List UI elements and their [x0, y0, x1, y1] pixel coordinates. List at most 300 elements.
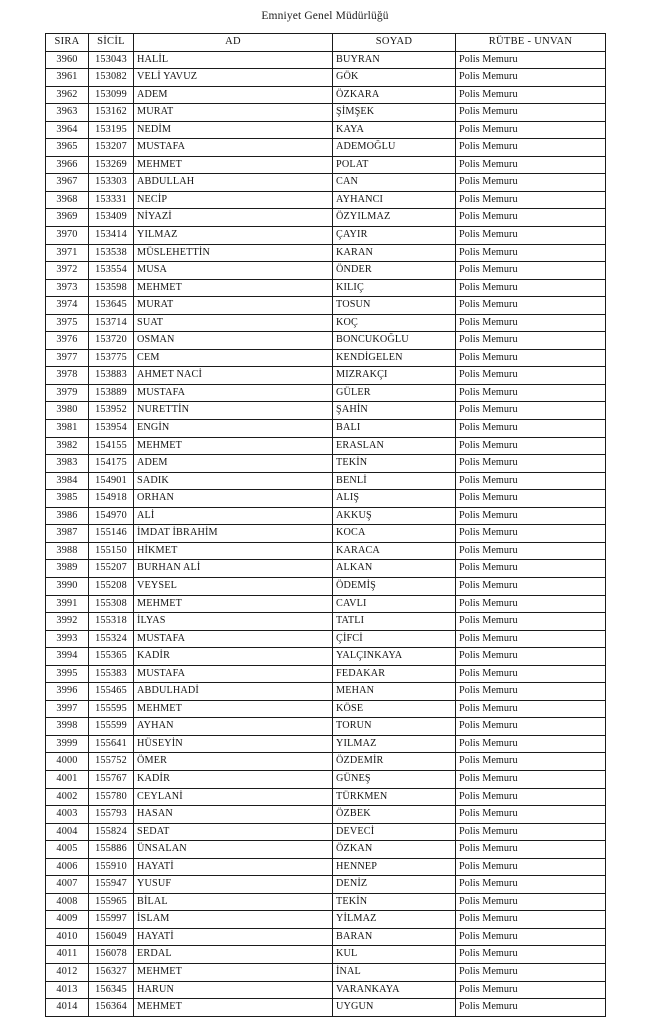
cell-soyad: ALIŞ	[333, 490, 456, 508]
cell-ad: MEHMET	[134, 437, 333, 455]
cell-rutbe: Polis Memuru	[456, 402, 606, 420]
cell-sira: 4014	[46, 999, 89, 1017]
cell-soyad: VARANKAYA	[333, 981, 456, 999]
cell-sicil: 153598	[89, 279, 134, 297]
cell-sicil: 153720	[89, 332, 134, 350]
cell-rutbe: Polis Memuru	[456, 279, 606, 297]
table-row	[46, 51, 606, 69]
table-row	[46, 156, 606, 174]
cell-sicil: 153269	[89, 156, 134, 174]
cell-ad: MURAT	[134, 297, 333, 315]
table-row	[46, 841, 606, 859]
cell-sicil: 153409	[89, 209, 134, 227]
cell-soyad: BENLİ	[333, 472, 456, 490]
cell-sira: 3978	[46, 367, 89, 385]
cell-sira: 3979	[46, 384, 89, 402]
cell-sicil: 153714	[89, 314, 134, 332]
cell-rutbe: Polis Memuru	[456, 490, 606, 508]
cell-soyad: ŞAHİN	[333, 402, 456, 420]
cell-ad: CEYLANİ	[134, 788, 333, 806]
table-row	[46, 577, 606, 595]
cell-ad: İSLAM	[134, 911, 333, 929]
cell-rutbe: Polis Memuru	[456, 577, 606, 595]
table-row	[46, 700, 606, 718]
table-row	[46, 981, 606, 999]
cell-soyad: TOSUN	[333, 297, 456, 315]
cell-sira: 3990	[46, 577, 89, 595]
cell-sira: 4001	[46, 770, 89, 788]
cell-ad: MUSTAFA	[134, 139, 333, 157]
cell-ad: SEDAT	[134, 823, 333, 841]
table-row	[46, 806, 606, 824]
cell-soyad: ÇAYIR	[333, 227, 456, 245]
cell-rutbe: Polis Memuru	[456, 332, 606, 350]
cell-sicil: 153952	[89, 402, 134, 420]
cell-soyad: UYGUN	[333, 999, 456, 1017]
cell-sira: 3988	[46, 542, 89, 560]
cell-ad: MEHMET	[134, 279, 333, 297]
cell-rutbe: Polis Memuru	[456, 191, 606, 209]
table-row	[46, 823, 606, 841]
cell-sira: 4008	[46, 893, 89, 911]
cell-sicil: 153195	[89, 121, 134, 139]
cell-rutbe: Polis Memuru	[456, 595, 606, 613]
cell-rutbe: Polis Memuru	[456, 314, 606, 332]
cell-sira: 4003	[46, 806, 89, 824]
cell-sira: 3981	[46, 420, 89, 438]
cell-sira: 4012	[46, 963, 89, 981]
cell-ad: MUSTAFA	[134, 630, 333, 648]
cell-rutbe: Polis Memuru	[456, 437, 606, 455]
cell-ad: ADEM	[134, 86, 333, 104]
cell-sicil: 154970	[89, 507, 134, 525]
cell-rutbe: Polis Memuru	[456, 174, 606, 192]
cell-sicil: 153207	[89, 139, 134, 157]
cell-ad: MEHMET	[134, 595, 333, 613]
cell-ad: HAYATİ	[134, 928, 333, 946]
cell-rutbe: Polis Memuru	[456, 999, 606, 1017]
cell-rutbe: Polis Memuru	[456, 69, 606, 87]
cell-sira: 4010	[46, 928, 89, 946]
cell-rutbe: Polis Memuru	[456, 823, 606, 841]
table-row	[46, 314, 606, 332]
cell-soyad: KOÇ	[333, 314, 456, 332]
cell-sicil: 153099	[89, 86, 134, 104]
cell-ad: MUSA	[134, 262, 333, 280]
cell-rutbe: Polis Memuru	[456, 700, 606, 718]
cell-sicil: 155465	[89, 683, 134, 701]
table-row	[46, 753, 606, 771]
cell-ad: MEHMET	[134, 700, 333, 718]
table-row	[46, 384, 606, 402]
cell-ad: SUAT	[134, 314, 333, 332]
cell-sira: 3995	[46, 665, 89, 683]
cell-soyad: DENİZ	[333, 876, 456, 894]
cell-soyad: MEHAN	[333, 683, 456, 701]
table-header	[46, 34, 606, 52]
cell-soyad: ÖNDER	[333, 262, 456, 280]
table-row	[46, 209, 606, 227]
cell-sira: 3987	[46, 525, 89, 543]
cell-sicil: 153043	[89, 51, 134, 69]
cell-sicil: 155910	[89, 858, 134, 876]
cell-rutbe: Polis Memuru	[456, 139, 606, 157]
cell-soyad: YİLMAZ	[333, 911, 456, 929]
cell-ad: MEHMET	[134, 999, 333, 1017]
cell-sicil: 155595	[89, 700, 134, 718]
table-row	[46, 420, 606, 438]
cell-sicil: 155752	[89, 753, 134, 771]
table-row	[46, 858, 606, 876]
cell-ad: ÜNSALAN	[134, 841, 333, 859]
cell-rutbe: Polis Memuru	[456, 806, 606, 824]
cell-soyad: GÖK	[333, 69, 456, 87]
cell-sira: 3992	[46, 613, 89, 631]
cell-ad: HALİL	[134, 51, 333, 69]
cell-sicil: 155599	[89, 718, 134, 736]
cell-rutbe: Polis Memuru	[456, 613, 606, 631]
cell-rutbe: Polis Memuru	[456, 893, 606, 911]
roster-table-container	[45, 33, 605, 1017]
personnel-roster-table	[45, 33, 606, 1017]
table-row	[46, 227, 606, 245]
cell-sicil: 155780	[89, 788, 134, 806]
cell-sira: 3974	[46, 297, 89, 315]
column-header-ad: AD	[134, 34, 333, 52]
page-title: Emniyet Genel Müdürlüğü	[261, 10, 389, 22]
cell-soyad: İNAL	[333, 963, 456, 981]
cell-ad: KADİR	[134, 648, 333, 666]
cell-sicil: 155767	[89, 770, 134, 788]
cell-ad: ABDULHADİ	[134, 683, 333, 701]
cell-sira: 3976	[46, 332, 89, 350]
cell-sicil: 153082	[89, 69, 134, 87]
cell-soyad: ÖDEMİŞ	[333, 577, 456, 595]
cell-ad: AHMET NACİ	[134, 367, 333, 385]
cell-ad: İMDAT İBRAHİM	[134, 525, 333, 543]
cell-sira: 4002	[46, 788, 89, 806]
cell-ad: HAYATİ	[134, 858, 333, 876]
cell-rutbe: Polis Memuru	[456, 244, 606, 262]
cell-soyad: MIZRAKÇI	[333, 367, 456, 385]
cell-sicil: 155207	[89, 560, 134, 578]
cell-sira: 3967	[46, 174, 89, 192]
cell-sicil: 156345	[89, 981, 134, 999]
cell-sicil: 155383	[89, 665, 134, 683]
cell-rutbe: Polis Memuru	[456, 963, 606, 981]
cell-soyad: ERASLAN	[333, 437, 456, 455]
cell-rutbe: Polis Memuru	[456, 735, 606, 753]
cell-ad: SADIK	[134, 472, 333, 490]
cell-soyad: CAVLI	[333, 595, 456, 613]
cell-rutbe: Polis Memuru	[456, 104, 606, 122]
cell-ad: ERDAL	[134, 946, 333, 964]
cell-sira: 4006	[46, 858, 89, 876]
table-row	[46, 876, 606, 894]
cell-soyad: GÜLER	[333, 384, 456, 402]
cell-sicil: 155150	[89, 542, 134, 560]
table-row	[46, 490, 606, 508]
table-row	[46, 560, 606, 578]
cell-soyad: KENDİGELEN	[333, 349, 456, 367]
cell-sira: 4005	[46, 841, 89, 859]
cell-sicil: 155641	[89, 735, 134, 753]
table-row	[46, 770, 606, 788]
cell-ad: ENGİN	[134, 420, 333, 438]
cell-rutbe: Polis Memuru	[456, 525, 606, 543]
cell-soyad: TORUN	[333, 718, 456, 736]
cell-ad: HASAN	[134, 806, 333, 824]
cell-sira: 4007	[46, 876, 89, 894]
cell-sicil: 153954	[89, 420, 134, 438]
cell-soyad: FEDAKAR	[333, 665, 456, 683]
cell-sicil: 155824	[89, 823, 134, 841]
table-row	[46, 86, 606, 104]
cell-rutbe: Polis Memuru	[456, 472, 606, 490]
cell-sicil: 155146	[89, 525, 134, 543]
cell-soyad: KAYA	[333, 121, 456, 139]
cell-soyad: BONCUKOĞLU	[333, 332, 456, 350]
cell-ad: YILMAZ	[134, 227, 333, 245]
cell-soyad: DEVECİ	[333, 823, 456, 841]
cell-sira: 3996	[46, 683, 89, 701]
cell-ad: YUSUF	[134, 876, 333, 894]
table-row	[46, 279, 606, 297]
cell-soyad: HENNEP	[333, 858, 456, 876]
cell-sira: 3964	[46, 121, 89, 139]
cell-soyad: ÖZDEMİR	[333, 753, 456, 771]
cell-soyad: BUYRAN	[333, 51, 456, 69]
cell-sira: 3971	[46, 244, 89, 262]
table-row	[46, 104, 606, 122]
cell-ad: HARUN	[134, 981, 333, 999]
cell-sicil: 156364	[89, 999, 134, 1017]
table-row	[46, 472, 606, 490]
cell-soyad: TEKİN	[333, 893, 456, 911]
cell-rutbe: Polis Memuru	[456, 683, 606, 701]
cell-sira: 3961	[46, 69, 89, 87]
cell-sicil: 155324	[89, 630, 134, 648]
cell-ad: NİYAZİ	[134, 209, 333, 227]
table-row	[46, 525, 606, 543]
cell-rutbe: Polis Memuru	[456, 349, 606, 367]
cell-soyad: YILMAZ	[333, 735, 456, 753]
cell-soyad: KUL	[333, 946, 456, 964]
cell-sicil: 156049	[89, 928, 134, 946]
cell-soyad: KÖSE	[333, 700, 456, 718]
cell-soyad: AYHANCI	[333, 191, 456, 209]
cell-ad: NECİP	[134, 191, 333, 209]
cell-rutbe: Polis Memuru	[456, 753, 606, 771]
cell-sira: 3984	[46, 472, 89, 490]
cell-ad: CEM	[134, 349, 333, 367]
column-header-rutbe: RÜTBE - UNVAN	[456, 34, 606, 52]
column-header-sira: SIRA	[46, 34, 89, 52]
cell-ad: NEDİM	[134, 121, 333, 139]
cell-rutbe: Polis Memuru	[456, 297, 606, 315]
cell-rutbe: Polis Memuru	[456, 841, 606, 859]
table-row	[46, 542, 606, 560]
cell-ad: BURHAN ALİ	[134, 560, 333, 578]
cell-sicil: 153303	[89, 174, 134, 192]
table-row	[46, 455, 606, 473]
column-header-soyad: SOYAD	[333, 34, 456, 52]
table-row	[46, 507, 606, 525]
cell-rutbe: Polis Memuru	[456, 420, 606, 438]
cell-ad: MÜSLEHETTİN	[134, 244, 333, 262]
cell-sira: 3993	[46, 630, 89, 648]
cell-sira: 3989	[46, 560, 89, 578]
cell-soyad: ŞİMŞEK	[333, 104, 456, 122]
table-header-row	[46, 34, 606, 52]
cell-sicil: 153554	[89, 262, 134, 280]
cell-sira: 3969	[46, 209, 89, 227]
cell-sira: 3972	[46, 262, 89, 280]
cell-sicil: 153538	[89, 244, 134, 262]
cell-rutbe: Polis Memuru	[456, 86, 606, 104]
cell-sira: 3962	[46, 86, 89, 104]
cell-sicil: 154918	[89, 490, 134, 508]
cell-sira: 3983	[46, 455, 89, 473]
table-row	[46, 437, 606, 455]
cell-rutbe: Polis Memuru	[456, 630, 606, 648]
cell-soyad: ADEMOĞLU	[333, 139, 456, 157]
cell-rutbe: Polis Memuru	[456, 560, 606, 578]
cell-rutbe: Polis Memuru	[456, 156, 606, 174]
cell-soyad: CAN	[333, 174, 456, 192]
cell-sicil: 154175	[89, 455, 134, 473]
cell-sira: 3963	[46, 104, 89, 122]
cell-sira: 4004	[46, 823, 89, 841]
cell-sicil: 155947	[89, 876, 134, 894]
cell-soyad: KILIÇ	[333, 279, 456, 297]
cell-sira: 3980	[46, 402, 89, 420]
cell-sira: 4009	[46, 911, 89, 929]
cell-rutbe: Polis Memuru	[456, 788, 606, 806]
cell-sicil: 153331	[89, 191, 134, 209]
cell-soyad: ÖZKARA	[333, 86, 456, 104]
cell-sicil: 155308	[89, 595, 134, 613]
cell-rutbe: Polis Memuru	[456, 262, 606, 280]
cell-soyad: ÇİFCİ	[333, 630, 456, 648]
cell-sira: 3997	[46, 700, 89, 718]
cell-ad: VELİ YAVUZ	[134, 69, 333, 87]
cell-ad: HİKMET	[134, 542, 333, 560]
cell-soyad: GÜNEŞ	[333, 770, 456, 788]
cell-sira: 3998	[46, 718, 89, 736]
table-row	[46, 665, 606, 683]
table-row	[46, 139, 606, 157]
table-row	[46, 613, 606, 631]
cell-rutbe: Polis Memuru	[456, 542, 606, 560]
table-row	[46, 262, 606, 280]
cell-rutbe: Polis Memuru	[456, 946, 606, 964]
cell-sira: 3991	[46, 595, 89, 613]
cell-soyad: ÖZYILMAZ	[333, 209, 456, 227]
cell-soyad: BARAN	[333, 928, 456, 946]
cell-ad: VEYSEL	[134, 577, 333, 595]
cell-sira: 3960	[46, 51, 89, 69]
cell-rutbe: Polis Memuru	[456, 51, 606, 69]
cell-soyad: KARACA	[333, 542, 456, 560]
cell-sira: 3994	[46, 648, 89, 666]
cell-soyad: ÖZBEK	[333, 806, 456, 824]
cell-sicil: 153414	[89, 227, 134, 245]
table-row	[46, 735, 606, 753]
cell-sira: 3968	[46, 191, 89, 209]
table-row	[46, 191, 606, 209]
cell-soyad: KARAN	[333, 244, 456, 262]
table-row	[46, 999, 606, 1017]
cell-sicil: 155997	[89, 911, 134, 929]
cell-sira: 3966	[46, 156, 89, 174]
cell-soyad: AKKUŞ	[333, 507, 456, 525]
cell-ad: NURETTİN	[134, 402, 333, 420]
cell-rutbe: Polis Memuru	[456, 718, 606, 736]
cell-rutbe: Polis Memuru	[456, 928, 606, 946]
cell-rutbe: Polis Memuru	[456, 858, 606, 876]
table-row	[46, 963, 606, 981]
table-row	[46, 893, 606, 911]
cell-sicil: 155318	[89, 613, 134, 631]
table-row	[46, 595, 606, 613]
column-header-sicil: SİCİL	[89, 34, 134, 52]
cell-sira: 3999	[46, 735, 89, 753]
cell-ad: ABDULLAH	[134, 174, 333, 192]
cell-ad: ORHAN	[134, 490, 333, 508]
cell-ad: İLYAS	[134, 613, 333, 631]
table-row	[46, 718, 606, 736]
cell-soyad: YALÇINKAYA	[333, 648, 456, 666]
table-row	[46, 630, 606, 648]
cell-sicil: 153883	[89, 367, 134, 385]
cell-sira: 4013	[46, 981, 89, 999]
cell-sira: 3985	[46, 490, 89, 508]
cell-rutbe: Polis Memuru	[456, 209, 606, 227]
cell-sicil: 156327	[89, 963, 134, 981]
cell-ad: MUSTAFA	[134, 665, 333, 683]
cell-sira: 3965	[46, 139, 89, 157]
cell-soyad: BALI	[333, 420, 456, 438]
cell-ad: ALİ	[134, 507, 333, 525]
cell-soyad: ALKAN	[333, 560, 456, 578]
cell-ad: BİLAL	[134, 893, 333, 911]
cell-rutbe: Polis Memuru	[456, 455, 606, 473]
cell-rutbe: Polis Memuru	[456, 507, 606, 525]
table-row	[46, 788, 606, 806]
cell-sicil: 153645	[89, 297, 134, 315]
cell-sira: 3973	[46, 279, 89, 297]
table-row	[46, 683, 606, 701]
table-row	[46, 69, 606, 87]
table-row	[46, 911, 606, 929]
cell-sicil: 156078	[89, 946, 134, 964]
table-row	[46, 244, 606, 262]
cell-sicil: 155208	[89, 577, 134, 595]
cell-ad: MUSTAFA	[134, 384, 333, 402]
table-row	[46, 121, 606, 139]
cell-ad: ADEM	[134, 455, 333, 473]
table-row	[46, 349, 606, 367]
table-row	[46, 332, 606, 350]
cell-sicil: 153889	[89, 384, 134, 402]
cell-sira: 3986	[46, 507, 89, 525]
table-row	[46, 946, 606, 964]
cell-sira: 4000	[46, 753, 89, 771]
table-row	[46, 402, 606, 420]
cell-ad: AYHAN	[134, 718, 333, 736]
cell-sicil: 153162	[89, 104, 134, 122]
